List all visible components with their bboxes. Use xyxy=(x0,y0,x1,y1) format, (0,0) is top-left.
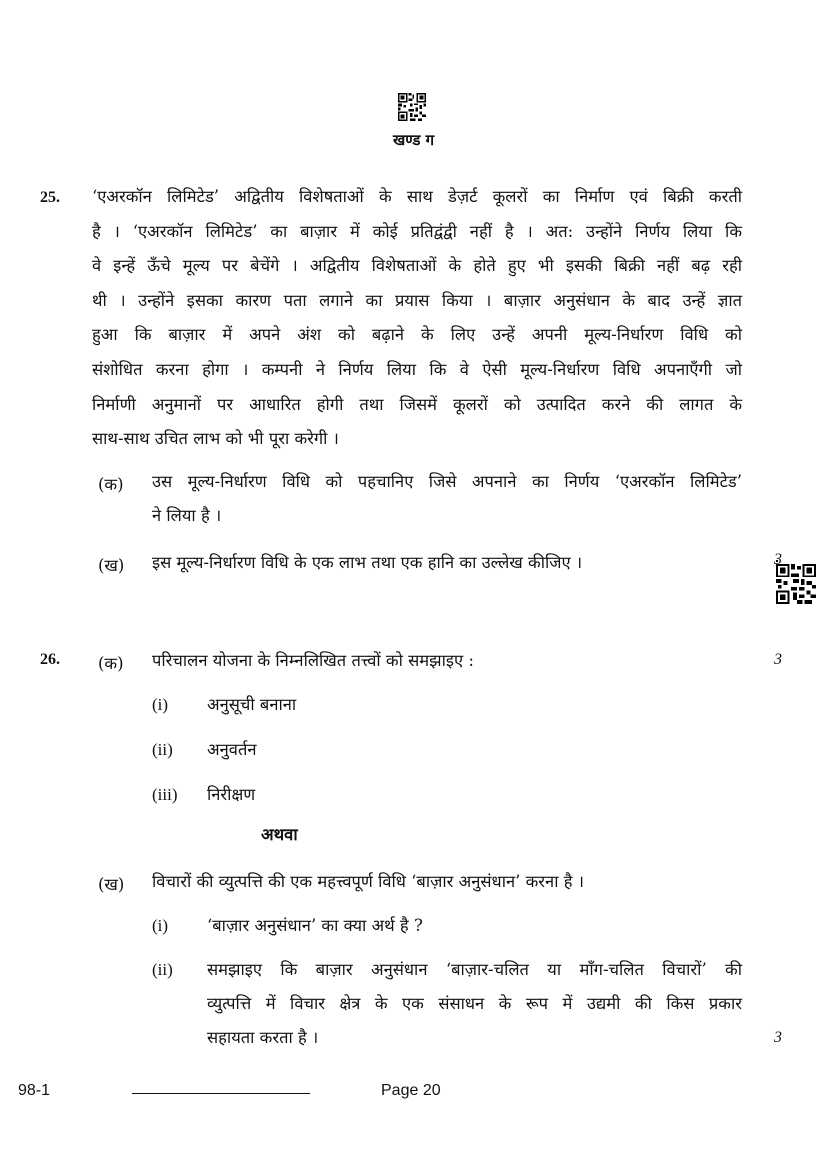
question-25-part-a xyxy=(152,465,742,533)
part-text-line: ने लिया है । xyxy=(152,506,222,525)
qr-code-icon xyxy=(398,93,426,121)
list-item: निरीक्षण xyxy=(207,785,256,804)
part-label: (ख) xyxy=(98,875,125,894)
question-26-sub-ii xyxy=(207,953,742,1055)
or-divider: अथवा xyxy=(261,825,298,844)
footer-divider xyxy=(132,1093,310,1094)
marks: 3 xyxy=(774,1029,782,1046)
question-25-passage xyxy=(92,180,742,457)
passage-line: निर्माणी अनुमानों पर आधारित होगी तथा जिसमें कूलरों को उत्पादित करने की लागत के xyxy=(92,394,742,414)
list-item: अनुसूची बनाना xyxy=(207,695,297,714)
passage-line: हुआ कि बाज़ार में अपने अंश को बढ़ाने के लिए उन्हें अपनी मूल्य-निर्धारण विधि को xyxy=(92,325,742,345)
question-25-part-b: इस मूल्य-निर्धारण विधि के एक लाभ तथा एक हानि का उल्लेख कीजिए । xyxy=(152,553,583,572)
list-item: ‘बाज़ार अनुसंधान’ का क्या अर्थ है ? xyxy=(207,916,423,935)
qr-code-icon xyxy=(776,560,816,604)
passage-line: साथ-साथ उचित लाभ को भी पूरा करेगी । xyxy=(92,429,339,449)
part-text-line: समझाइए कि बाज़ार अनुसंधान ‘बाज़ार-चलित या माँग-चलित विचारों’ की xyxy=(207,960,742,979)
item-number: (ii) xyxy=(152,960,173,979)
marks: 3 xyxy=(774,651,782,668)
question-26-part-b: विचारों की व्युत्पत्ति की एक महत्त्वपूर्ण विधि ‘बाज़ार अनुसंधान’ करना है । xyxy=(152,872,584,891)
page-number: Page 20 xyxy=(381,1082,441,1099)
passage-line: संशोधित करना होगा । कम्पनी ने निर्णय लिया कि वे ऐसी मूल्य-निर्धारण विधि अपनाएँगी जो xyxy=(92,359,742,379)
item-number: (i) xyxy=(152,916,169,935)
part-text-line: व्युत्पत्ति में विचार क्षेत्र के एक संसाधन के रूप में उद्यमी की किस प्रकार xyxy=(207,994,742,1013)
section-title: खण्ड ग xyxy=(392,131,435,149)
part-label: (क) xyxy=(98,475,124,494)
passage-line: वे इन्हें ऊँचे मूल्य पर बेचेंगे । अद्वितीय विशेषताओं के होते हुए भी इसकी बिक्री नहीं बढ़ रही xyxy=(92,256,742,276)
part-label: (ख) xyxy=(98,556,125,575)
question-26-part-a: परिचालन योजना के निम्नलिखित तत्त्वों को समझाइए : xyxy=(152,651,474,670)
passage-line: ‘एअरकॉन लिमिटेड’ अद्वितीय विशेषताओं के साथ डेज़र्ट कूलरों का निर्माण एवं बिक्री करती xyxy=(92,187,742,206)
list-item: अनुवर्तन xyxy=(207,740,257,759)
passage-line: है । ‘एअरकॉन लिमिटेड’ का बाज़ार में कोई प्रतिद्वंद्वी नहीं है । अत: उन्होंने निर्णय लिया कि xyxy=(92,221,742,241)
item-number: (i) xyxy=(152,695,169,714)
question-number: 25. xyxy=(40,189,60,206)
item-number: (iii) xyxy=(152,785,178,804)
question-number: 26. xyxy=(40,651,60,668)
part-text-line: उस मूल्य-निर्धारण विधि को पहचानिए जिसे अपनाने का निर्णय ‘एअरकॉन लिमिटेड’ xyxy=(152,472,742,491)
marks: 3 xyxy=(774,551,782,568)
paper-code: 98-1 xyxy=(18,1082,51,1099)
item-number: (ii) xyxy=(152,740,173,759)
part-text-line: सहायता करता है । xyxy=(207,1028,319,1047)
part-label: (क) xyxy=(98,654,124,673)
passage-line: थी । उन्होंने इसका कारण पता लगाने का प्रयास किया । बाज़ार अनुसंधान के बाद उन्हें ज्ञात xyxy=(92,290,742,310)
